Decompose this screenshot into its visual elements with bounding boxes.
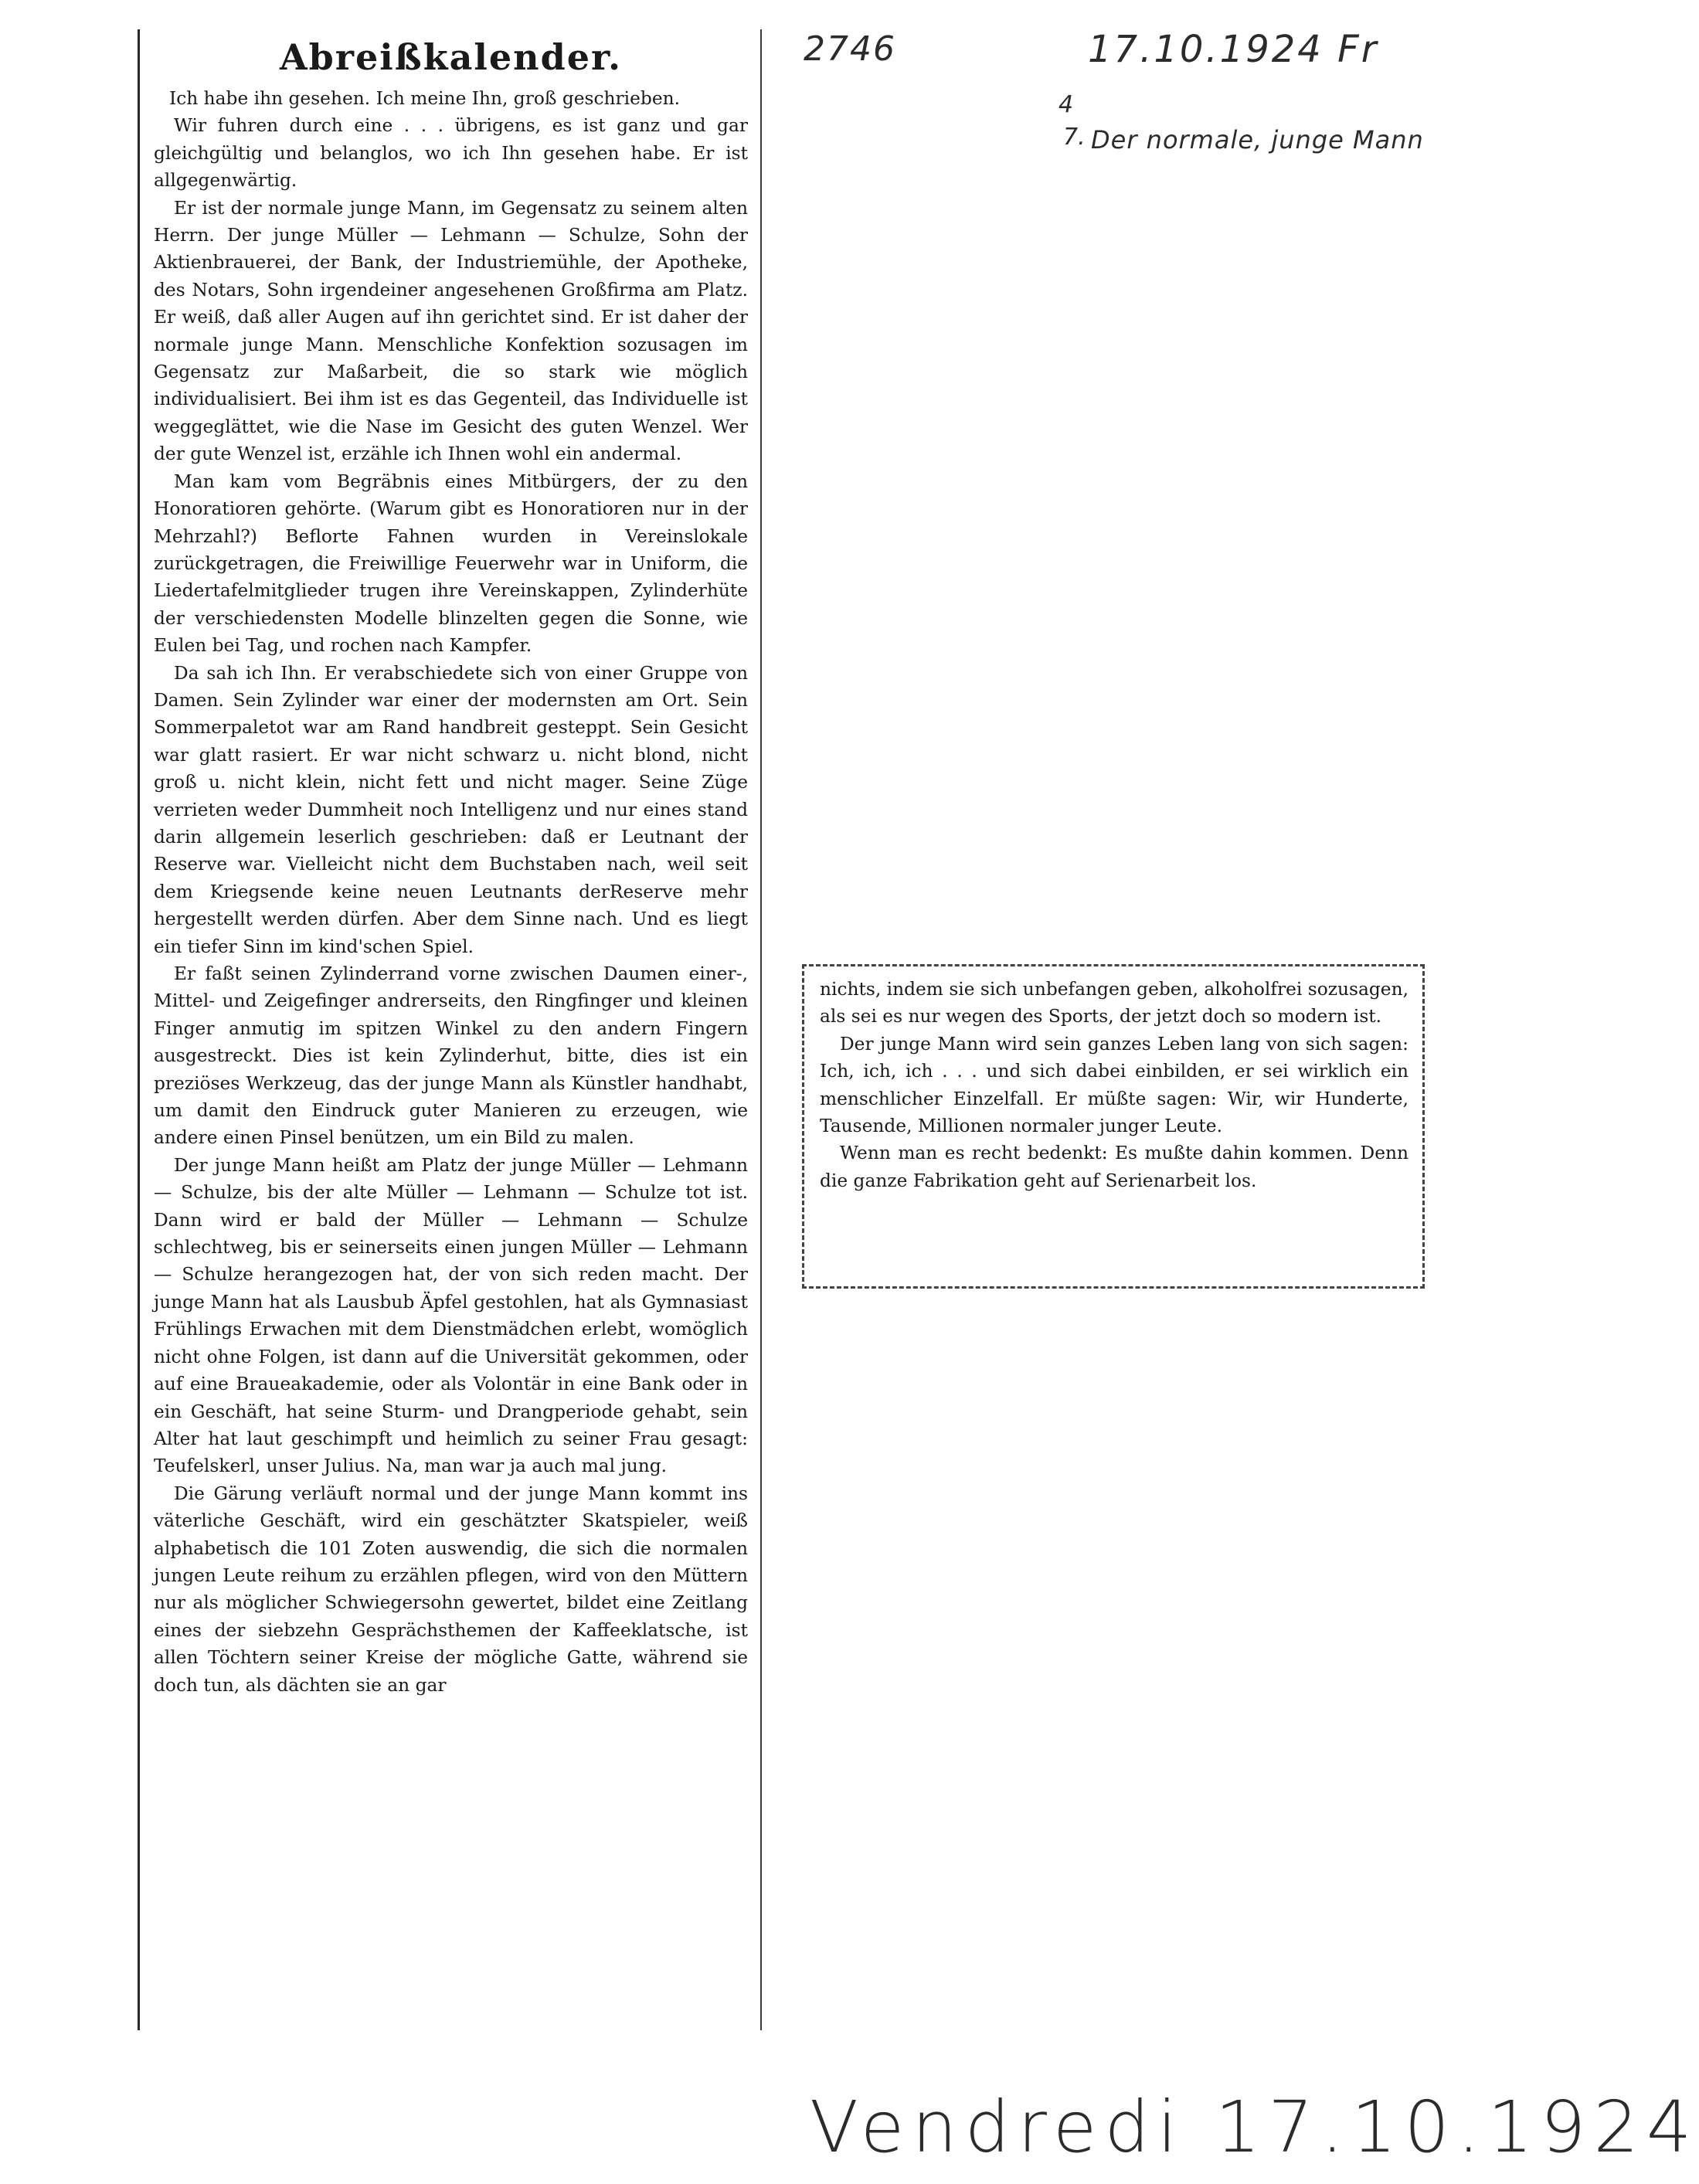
article-paragraph: Er ist der normale junge Mann, im Gegensatz zu seinem alten Herrn. Der junge Müller — Lehmann — Schulze, Sohn der Aktienbrauerei, der Bank, der Industriemühle, der Apotheke, des Notars, Sohn irgendeiner angesehenen Großfirma am Platz. Er weiß, daß aller Augen auf ihn gerichtet sind. Er ist daher der normale junge Mann. Menschliche Konfektion sozusagen im Gegensatz zur Maßarbeit, die so stark wie möglich individualisiert. Bei ihm ist es das Gegenteil, das Individuelle ist weggeglättet, wie die Nase im Gesicht des guten Wenzel. Wer der gute Wenzel ist, erzähle ich Ihnen wohl ein andermal. xyxy=(154,197,748,465)
continuation-paragraph: Der junge Mann wird sein ganzes Leben lang von sich sagen: Ich, ich, ich . . . und sich dabei einbilden, er sei wirklich ein menschlicher Einzelfall. Er müßte sagen: Wir, wir Hunderte, Tausende, Millionen normaler junger Leute. xyxy=(820,1033,1408,1137)
article-paragraph: Wir fuhren durch eine . . . übrigens, es ist ganz und gar gleichgültig und belanglos, wo ich Ihn gesehen habe. Er ist allgegenwärtig. xyxy=(154,115,748,192)
continuation-column xyxy=(802,964,1425,1289)
handwritten-date-bottom: Vendredi 17.10.1924 xyxy=(810,2086,1699,2169)
handwritten-date-top: 17.10.1924 Fr xyxy=(1088,28,1379,71)
handwritten-margin-mark: 4 xyxy=(1058,91,1074,118)
article-paragraph: Der junge Mann heißt am Platz der junge Müller — Lehmann — Schulze, bis der alte Müller — Lehmann — Schulze tot ist. Dann wird er bald der Müller — Lehmann — Schulze schlechtweg, bis er seinerseits einen jungen Müller — Lehmann — Schulze herangezogen hat, der von sich reden macht. Der junge Mann hat als Lausbub Äpfel gestohlen, hat als Gymnasiast Frühlings Erwachen mit dem Dienstmädchen erlebt, womöglich nicht ohne Folgen, ist dann auf die Universität gekommen, oder auf eine Braueakademie, oder als Volontär in eine Bank oder in ein Geschäft, hat seine Sturm- und Drangperiode gehabt, sein Alter hat laut geschimpft und heimlich zu seiner Frau gesagt: Teufelskerl, unser Julius. Na, man war ja auch mal jung. xyxy=(154,1154,748,1477)
article-paragraph: Da sah ich Ihn. Er verabschiedete sich von einer Gruppe von Damen. Sein Zylinder war einer der modernsten am Ort. Sein Sommerpaletot war am Rand handbreit gesteppt. Sein Gesicht war glatt rasiert. Er war nicht schwarz u. nicht blond, nicht groß u. nicht klein, nicht fett und nicht mager. Seine Züge verrieten weder Dummheit noch Intelligenz und nur eines stand darin allgemein leserlich geschrieben: daß er Leutnant der Reserve war. Vielleicht nicht dem Buchstaben nach, weil seit dem Kriegsende keine neuen Leutnants derReserve mehr hergestellt werden dürfen. Aber dem Sinne nach. Und es liegt ein tiefer Sinn im kind'schen Spiel. xyxy=(154,662,748,957)
handwritten-archive-number: 2746 xyxy=(804,29,896,69)
handwritten-margin-mark: 7. xyxy=(1063,124,1086,151)
article-paragraph: Er faßt seinen Zylinderrand vorne zwischen Daumen einer-, Mittel- und Zeigefinger andrerseits, den Ringfinger und kleinen Finger anmutig im spitzen Winkel zu den andern Fingern ausgestreckt. Dies ist kein Zylinderhut, bitte, dies ist ein preziöses Werkzeug, das der junge Mann als Künstler handhabt, um damit den Eindruck guter Manieren zu erzeugen, wie andere einen Pinsel benützen, um ein Bild zu malen. xyxy=(154,963,748,1149)
main-article-column xyxy=(138,29,762,2030)
article-paragraph: Ich habe ihn gesehen. Ich meine Ihn, groß geschrieben. xyxy=(169,88,681,109)
continuation-paragraph: Wenn man es recht bedenkt: Es mußte dahin kommen. Denn die ganze Fabrikation geht auf Serienarbeit los. xyxy=(820,1143,1408,1191)
article-headline: Abreißkalender. xyxy=(279,36,623,78)
article-paragraph: Man kam vom Begräbnis eines Mitbürgers, der zu den Honoratioren gehörte. (Warum gibt es Honoratioren nur in der Mehrzahl?) Beflorte Fahnen wurden in Vereinslokale zurückgetragen, die Freiwillige Feuerwehr war in Uniform, die Liedertafelmitglieder trugen ihre Vereinskappen, Zylinderhüte der verschiedensten Modelle blinzelten gegen die Sonne, wie Eulen bei Tag, und rochen nach Kampfer. xyxy=(154,470,748,657)
article-paragraph: Die Gärung verläuft normal und der junge Mann kommt ins väterliche Geschäft, wird ein geschätzter Skatspieler, weiß alphabetisch die 101 Zoten auswendig, die sich die normalen jungen Leute reihum zu erzählen pflegen, wird von den Müttern nur als möglicher Schwiegersohn gewertet, bildet eine Zeitlang eines der siebzehn Gesprächsthemen der Kaffeeklatsche, ist allen Töchtern seiner Kreise der mögliche Gatte, während sie doch tun, als dächten sie an gar xyxy=(154,1483,748,1696)
continuation-paragraph: nichts, indem sie sich unbefangen geben, alkoholfrei sozusagen, als sei es nur wegen des Sports, der jetzt doch so modern ist. xyxy=(820,979,1408,1027)
handwritten-margin-note: Der normale, junge Mann xyxy=(1091,125,1424,155)
